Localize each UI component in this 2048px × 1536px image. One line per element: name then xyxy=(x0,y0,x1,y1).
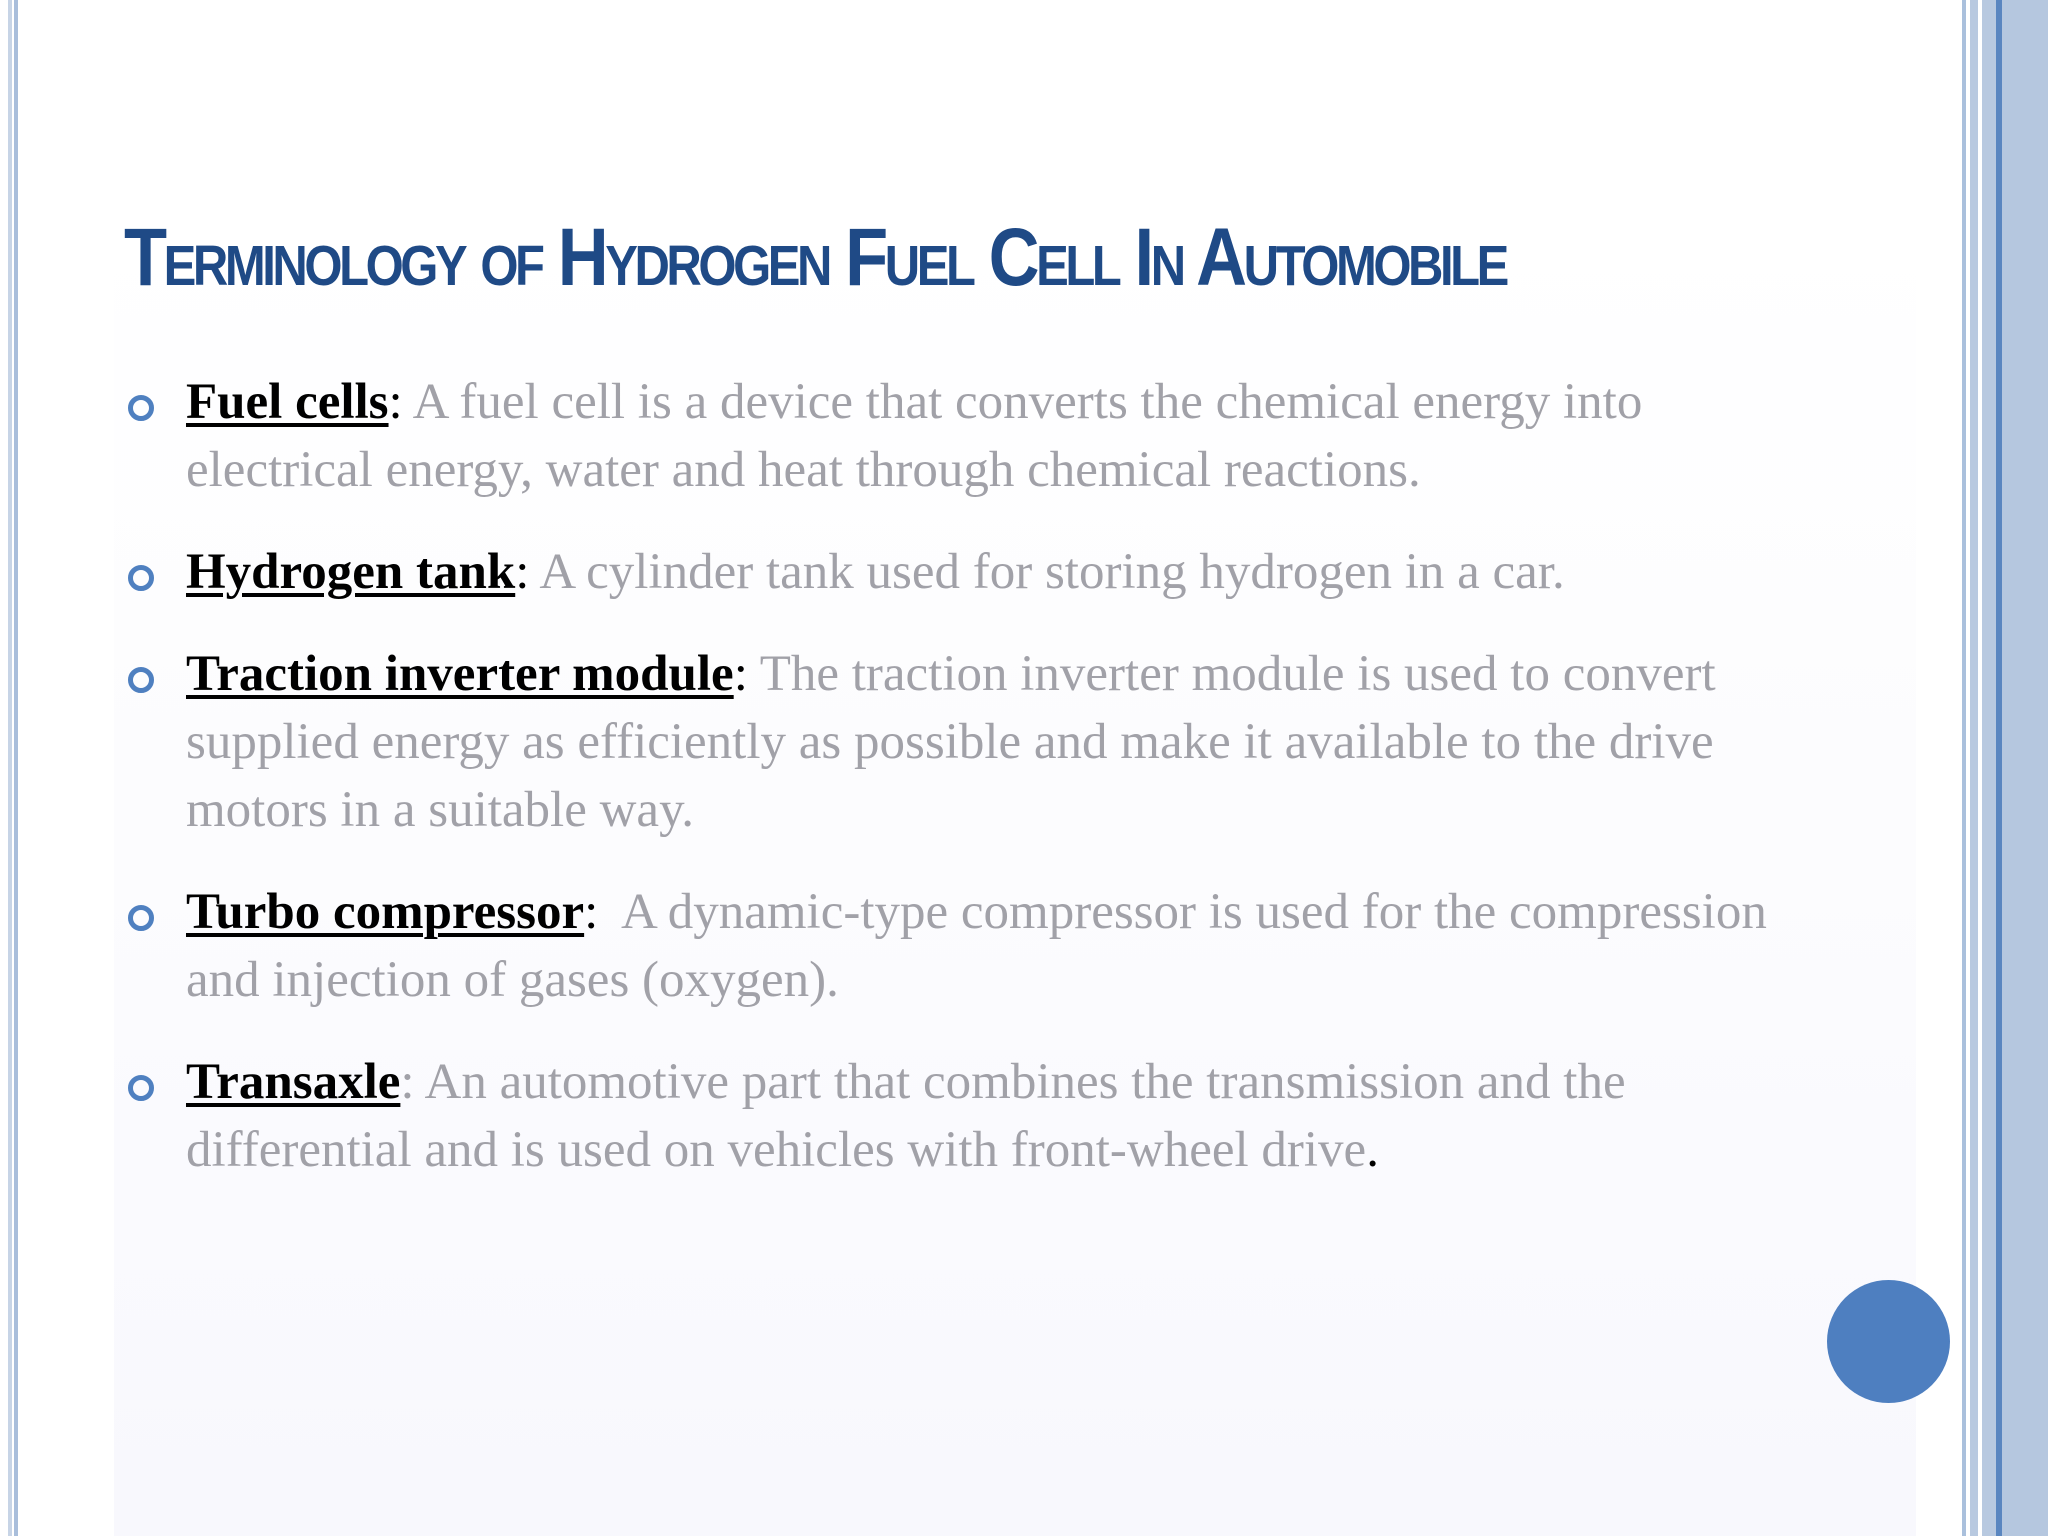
bullet-circle-icon xyxy=(128,667,154,693)
list-item-fuel-cells xyxy=(124,368,1824,504)
term-definition: A dynamic-type compressor is used for the compression and injection of gases (oxygen). xyxy=(186,884,1780,1008)
term-label: Transaxle xyxy=(186,1054,401,1110)
right-border-band xyxy=(2002,0,2048,1536)
right-border-stripe xyxy=(1982,0,1996,1536)
term-label: Turbo compressor xyxy=(186,884,585,940)
right-border-stripe xyxy=(1970,0,1978,1536)
bullet-circle-icon xyxy=(128,395,154,421)
list-item-hydrogen-tank xyxy=(124,538,1824,606)
term-colon: : xyxy=(515,544,530,600)
bullet-circle-icon xyxy=(128,1075,154,1101)
bullet-circle-icon xyxy=(128,565,154,591)
left-border xyxy=(8,0,12,1536)
left-border-accent xyxy=(14,0,18,1536)
term-definition: An automotive part that combines the transmission and the differential and is used on vehicles with front-wheel drive xyxy=(186,1054,1626,1178)
term-colon: : xyxy=(733,646,748,702)
term-definition: A fuel cell is a device that converts the chemical energy into electrical energy, water and heat through chemical reactions. xyxy=(186,374,1643,498)
next-slide-button[interactable] xyxy=(1827,1280,1950,1403)
term-definition: The traction inverter module is used to convert supplied energy as efficiently as possible and make it available to the drive motors in a suitable way. xyxy=(186,646,1716,838)
slide-title: Terminology of Hydrogen Fuel Cell In Automobile xyxy=(124,212,1506,303)
term-label: Traction inverter module xyxy=(186,646,734,702)
terminology-list xyxy=(124,368,1824,1218)
term-label: Fuel cells xyxy=(186,374,389,430)
bullet-circle-icon xyxy=(128,905,154,931)
term-label: Hydrogen tank xyxy=(186,544,516,600)
term-definition: A cylinder tank used for storing hydrogen in a car. xyxy=(529,544,1565,600)
term-colon: : xyxy=(400,1054,415,1110)
term-colon: : xyxy=(584,884,599,940)
list-item-transaxle xyxy=(124,1048,1824,1184)
term-colon: : xyxy=(388,374,403,430)
list-item-turbo-compressor xyxy=(124,878,1824,1014)
list-item-traction-inverter-module xyxy=(124,640,1824,844)
term-end-period: . xyxy=(1366,1122,1379,1178)
